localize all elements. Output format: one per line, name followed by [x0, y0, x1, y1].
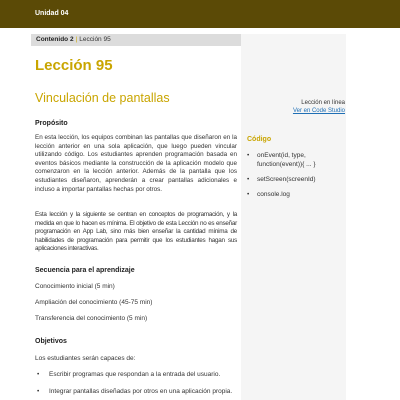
objetivos-list	[35, 370, 237, 400]
secuencia-item: Transferencia del conocimiento (5 min)	[35, 315, 148, 322]
breadcrumb-separator: |	[75, 36, 78, 43]
objetivos-item: • Escribir programas que respondan a la entrada del usuario.	[35, 370, 237, 379]
online-lesson-box	[293, 99, 345, 115]
code-item: • console.log	[247, 190, 342, 199]
breadcrumb-lesson: Lección 95	[79, 36, 111, 43]
top-header-bar	[0, 0, 400, 28]
breadcrumb	[31, 34, 241, 46]
code-item: • onEvent(id, type, function(event)){ ... }	[247, 151, 342, 169]
secuencia-item: Conocimiento inicial (5 min)	[35, 283, 115, 290]
lesson-title: Lección 95	[35, 57, 113, 74]
breadcrumb-content: Contenido 2	[36, 36, 74, 43]
code-list	[247, 151, 342, 205]
code-studio-link[interactable]: Ver en Code Studio	[292, 108, 345, 114]
objetivos-intro: Los estudiantes serán capaces de:	[35, 355, 136, 362]
secuencia-heading: Secuencia para el aprendizaje	[35, 267, 135, 274]
proposito-paragraph-2: Esta lección y la siguiente se centran en conceptos de programación, y la medida en que lo hacen es mínima. El objetivo de esta Lección no es enseñar programación en App Lab, sino más bien enseñar la cantidad mínima de habilidades de programación para permitir que los estudiantes hagan sus aplicaciones interactivas.	[35, 211, 237, 253]
proposito-paragraph-1: En esta lección, los equipos combinan las pantallas que diseñaron en la lección anterior en una sola aplicación, que luego pueden vincular utilizando código. Los estudiantes aprenden programación basada en eventos básicos mediante la construcción de la aplicación modelo que comenzaron en la lección anterior. Además de la pantalla que los estudiantes diseñaron, aprenderán a crear pantallas adicionales e incluso a importar pantallas hechas por otros.	[35, 134, 237, 193]
code-item: • setScreen(screenId)	[247, 175, 342, 184]
code-heading: Código	[247, 136, 272, 143]
secuencia-item: Ampliación del conocimiento (45-75 min)	[35, 299, 153, 306]
unit-label: Unidad 04	[35, 10, 69, 17]
sidebar-panel	[241, 34, 346, 400]
online-lesson-label: Lección en línea	[301, 100, 345, 106]
lesson-subtitle: Vinculación de pantallas	[35, 91, 170, 105]
objetivos-heading: Objetivos	[35, 338, 67, 345]
proposito-heading: Propósito	[35, 120, 68, 127]
objetivos-item: • Integrar pantallas diseñadas por otros en una aplicación propia.	[35, 387, 237, 396]
